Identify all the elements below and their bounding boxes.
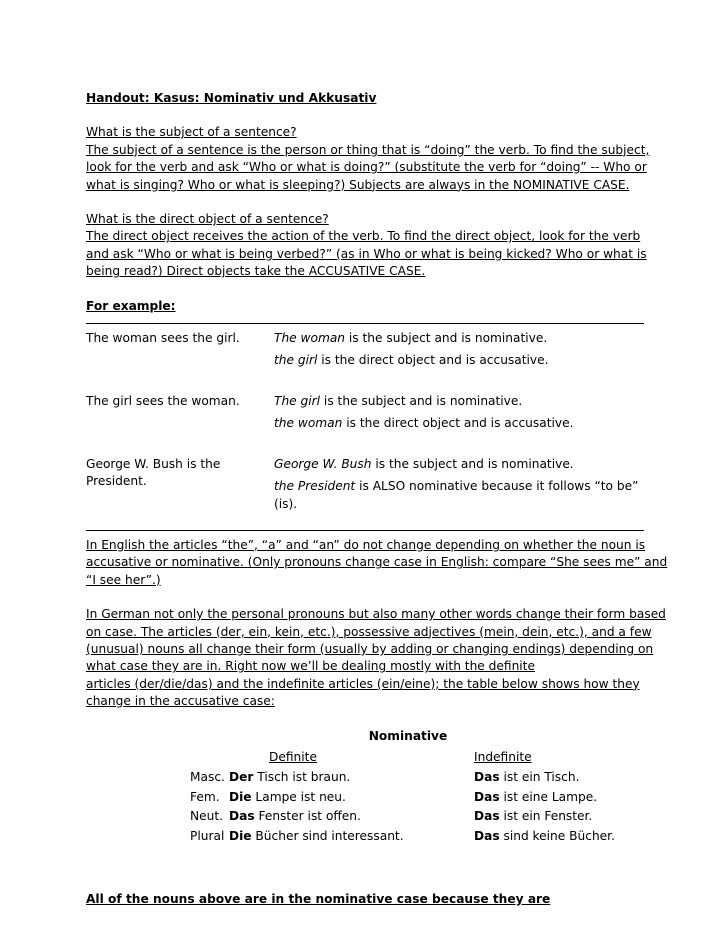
examples-table (86, 330, 644, 518)
definite-example (229, 789, 474, 808)
nominative-row (190, 828, 615, 847)
definite-example (229, 828, 474, 847)
english-paragraph (86, 537, 668, 589)
example-text: ist ein Fenster. (499, 809, 593, 824)
row-label: Masc. (190, 770, 225, 785)
example-row (86, 330, 644, 393)
nominative-row (190, 789, 615, 808)
nominative-row (190, 808, 615, 827)
row-label: Fem. (190, 789, 220, 804)
example-note (274, 393, 644, 410)
row-label: Plural (190, 828, 225, 843)
example-notes (274, 393, 644, 456)
note-text: is ALSO nominative because it follows “to be” (355, 479, 639, 494)
note-text: is the subject and is nominative. (345, 331, 548, 346)
example-text: Fenster ist offen. (254, 809, 361, 824)
divider (86, 530, 644, 531)
note-term: the woman (274, 416, 343, 431)
example-row (86, 393, 644, 456)
note-term: the girl (274, 353, 318, 368)
paragraph-line: change in the accusative case: (86, 694, 275, 709)
article: Das (474, 770, 500, 785)
article: Der (229, 770, 254, 785)
article: Die (229, 789, 252, 804)
note-text: is the direct object and is accusative. (317, 353, 549, 368)
indefinite-example (474, 789, 615, 808)
article: Das (474, 789, 500, 804)
direct-object-section (86, 211, 646, 281)
nominative-header-row (190, 749, 615, 769)
note-text: (is). (274, 496, 298, 511)
example-row (86, 456, 644, 518)
paragraph-line: articles (der/die/das) and the indefinite articles (ein/eine); the table below shows how they (86, 676, 640, 691)
example-sentence: The girl sees the woman. (86, 393, 240, 408)
note-term: the President (274, 479, 356, 494)
indefinite-column-header: Indefinite (474, 749, 532, 764)
row-label: Neut. (190, 809, 223, 824)
definite-example (229, 769, 474, 788)
trailing-statement: All of the nouns above are in the nominative case because they are (86, 892, 551, 906)
direct-object-question: What is the direct object of a sentence? (86, 212, 329, 227)
paragraph-line: accusative or nominative. (Only pronouns change case in English: compare “She sees me” and (86, 555, 668, 570)
article: Das (474, 809, 500, 824)
indefinite-example (474, 769, 615, 788)
article: Das (229, 809, 255, 824)
example-note (274, 415, 644, 432)
direct-object-line: and ask “Who or what is being verbed?” (as in Who or what is being kicked? Who or what is (86, 246, 647, 261)
subject-line: what is singing? Who or what is sleeping?) Subjects are always in the NOMINATIVE CASE. (86, 177, 630, 192)
definite-column-header: Definite (269, 749, 317, 764)
definite-example (229, 808, 474, 827)
nominative-row (190, 769, 615, 788)
subject-question: What is the subject of a sentence? (86, 125, 297, 140)
example-text: sind keine Bücher. (499, 828, 615, 843)
example-note (274, 352, 644, 369)
direct-object-line: The direct object receives the action of the verb. To find the direct object, look for the verb (86, 229, 641, 244)
note-text: is the subject and is nominative. (371, 456, 574, 471)
nominative-table (190, 749, 615, 847)
example-sentence: The woman sees the girl. (86, 331, 240, 346)
example-sentence (86, 456, 274, 518)
indefinite-example (474, 808, 615, 827)
example-text: Bücher sind interessant. (251, 828, 404, 843)
example-text: Lampe ist neu. (251, 789, 346, 804)
example-text: ist ein Tisch. (499, 770, 580, 785)
paragraph-line: on case. The articles (der, ein, kein, etc.), possessive adjectives (mein, dein, etc.), and a few (86, 624, 652, 639)
paragraph-line: In German not only the personal pronouns but also many other words change their form based (86, 607, 666, 622)
example-sentence-line: President. (86, 474, 147, 489)
subject-line: The subject of a sentence is the person or thing that is “doing” the verb. To find the subject, (86, 142, 650, 157)
paragraph-line: In English the articles “the”, “a” and “an” do not change depending on whether the noun is (86, 537, 646, 552)
note-term: The woman (274, 331, 346, 346)
note-text: is the subject and is nominative. (320, 393, 523, 408)
article: Die (229, 828, 252, 843)
handout-title: Handout: Kasus: Nominativ und Akkusativ (86, 91, 377, 105)
german-paragraph (86, 606, 666, 710)
divider (86, 323, 644, 324)
direct-object-line: being read?) Direct objects take the ACCUSATIVE CASE. (86, 264, 426, 279)
example-note (274, 330, 644, 347)
paragraph-line: “I see her”.) (86, 572, 161, 587)
indefinite-example (474, 828, 615, 847)
example-text: ist eine Lampe. (499, 789, 598, 804)
paragraph-line: what case they are in. Right now we’ll be dealing mostly with the definite (86, 659, 535, 674)
document-page (86, 90, 668, 908)
article: Das (474, 828, 500, 843)
for-example-label: For example: (86, 298, 176, 313)
note-term: George W. Bush (274, 456, 372, 471)
note-text: is the direct object and is accusative. (342, 416, 574, 431)
example-sentence-line: George W. Bush is the (86, 456, 221, 471)
example-notes (274, 330, 644, 393)
note-term: The girl (274, 393, 321, 408)
example-note (274, 478, 644, 513)
nominative-heading: Nominative (368, 728, 448, 743)
example-note (274, 456, 644, 473)
subject-line: look for the verb and ask “Who or what is doing?” (substitute the verb for “doing” -- Who or (86, 160, 647, 175)
subject-section (86, 124, 650, 194)
example-notes (274, 456, 644, 518)
paragraph-line: (unusual) nouns all change their form (usually by adding or changing endings) depending on (86, 641, 654, 656)
example-text: Tisch ist braun. (253, 770, 351, 785)
